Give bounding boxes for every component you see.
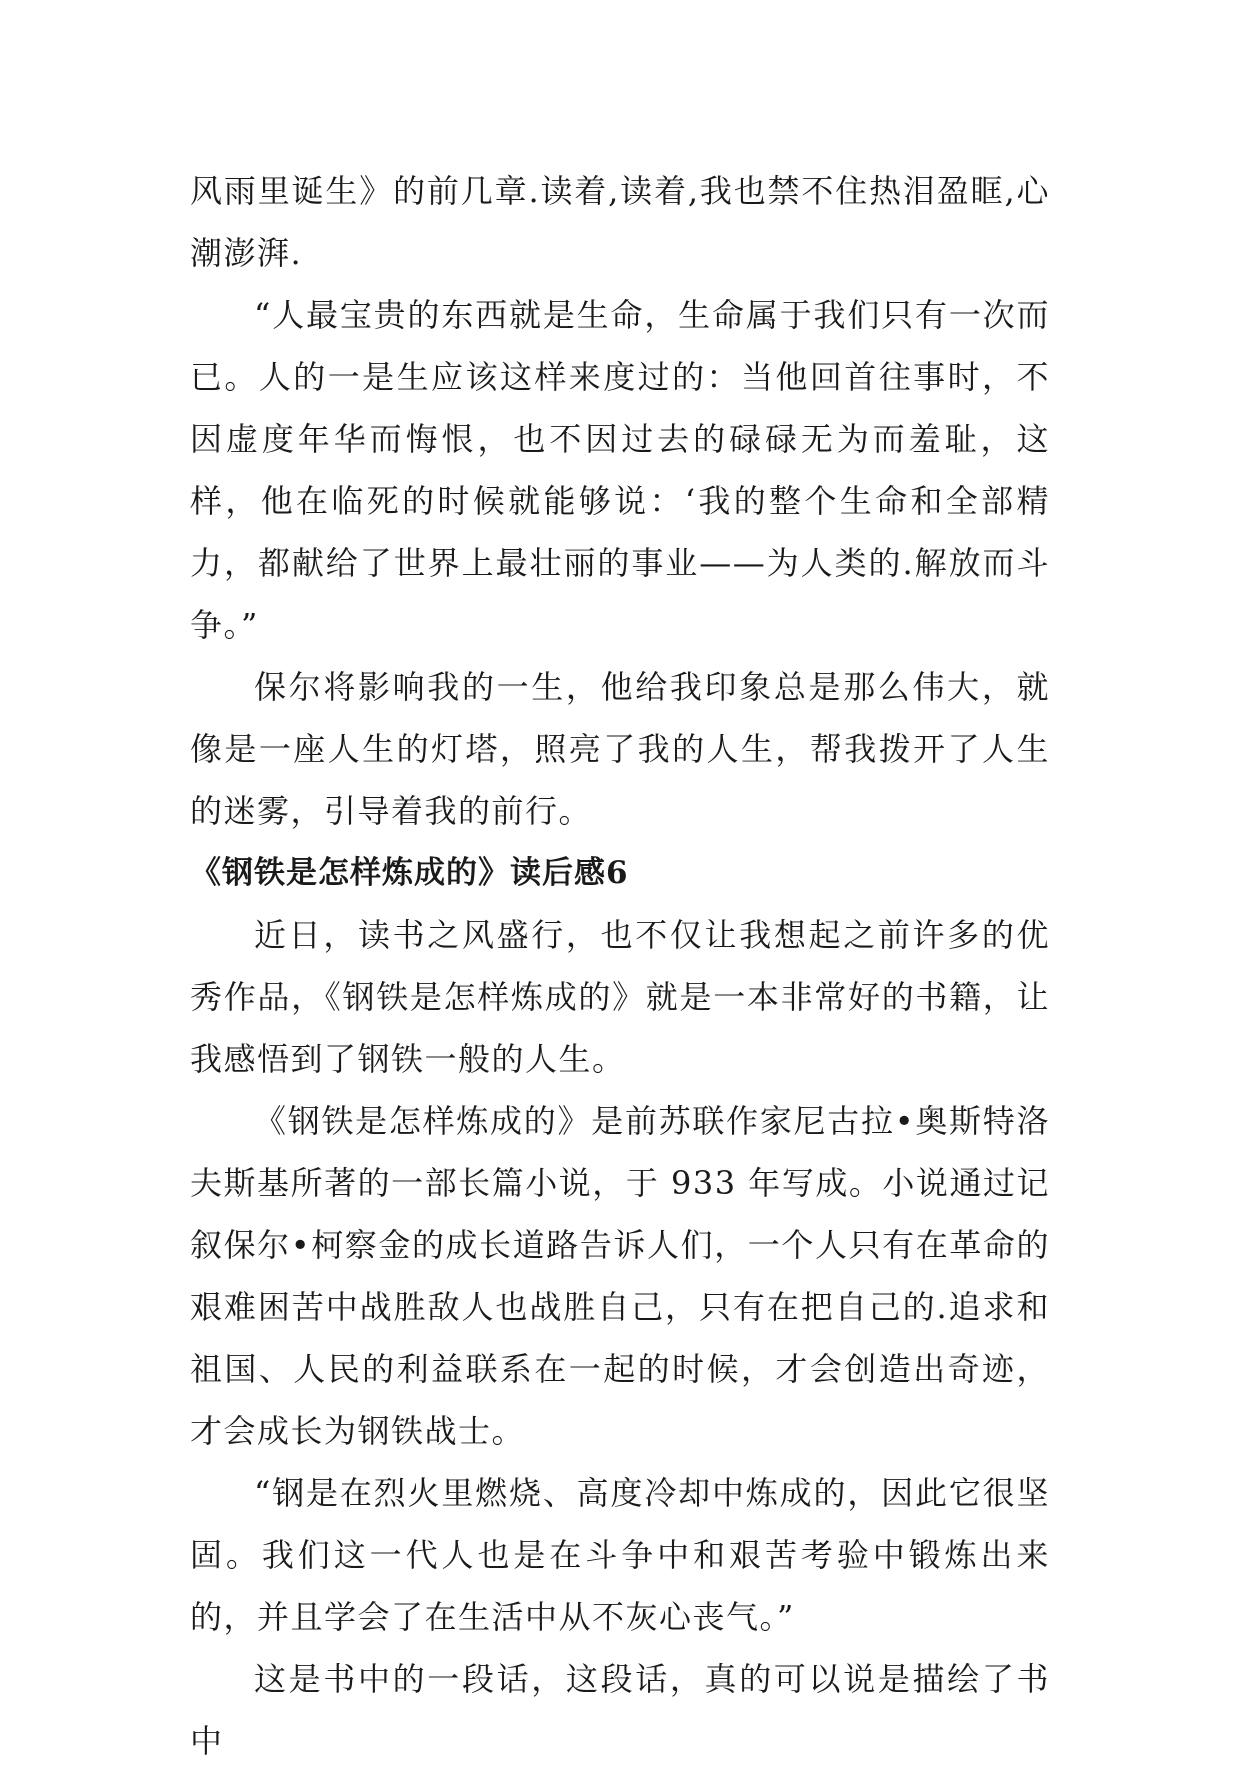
paragraph-continuation: 风雨里诞生》的前几章.读着,读着,我也禁不住热泪盈眶,心潮澎湃.: [190, 172, 1050, 272]
paragraph-paul-influence: 保尔将影响我的一生，他给我印象总是那么伟大，就像是一座人生的灯塔，照亮了我的人生，帮我拨开了人生的迷雾，引导着我的前行。: [190, 668, 1050, 830]
document-body: [190, 160, 1050, 1772]
section-title: 《钢铁是怎样炼成的》读后感6: [190, 855, 629, 891]
paragraph-quote-life: “人最宝贵的东西就是生命，生命属于我们只有一次而已。人的一是生应该这样来度过的：当他回首往事时，不因虚度年华而悔恨，也不因过去的碌碌无为而羞耻，这样，他在临死的时候就能够说：‘我的整个生命和全部精力，都献给了世界上最壮丽的事业——为人类的.解放而斗争。”: [190, 296, 1050, 644]
paragraph-book-summary: 《钢铁是怎样炼成的》是前苏联作家尼古拉•奥斯特洛夫斯基所著的一部长篇小说，于 933 年写成。小说通过记叙保尔•柯察金的成长道路告诉人们，一个人只有在革命的艰难困苦中战胜敌人也战胜自己，只有在把自己的.追求和祖国、人民的利益联系在一起的时候，才会创造出奇迹，才会成长为钢铁战士。: [190, 1102, 1050, 1450]
paragraph-intro: 近日，读书之风盛行，也不仅让我想起之前许多的优秀作品，《钢铁是怎样炼成的》就是一本非常好的书籍，让我感悟到了钢铁一般的人生。: [190, 916, 1050, 1078]
paragraph-reflection: 这是书中的一段话，这段话，真的可以说是描绘了书中: [190, 1660, 1050, 1760]
paragraph-quote-steel: “钢是在烈火里燃烧、高度冷却中炼成的，因此它很坚固。我们这一代人也是在斗争中和艰苦考验中锻炼出来的，并且学会了在生活中从不灰心丧气。”: [190, 1474, 1050, 1636]
